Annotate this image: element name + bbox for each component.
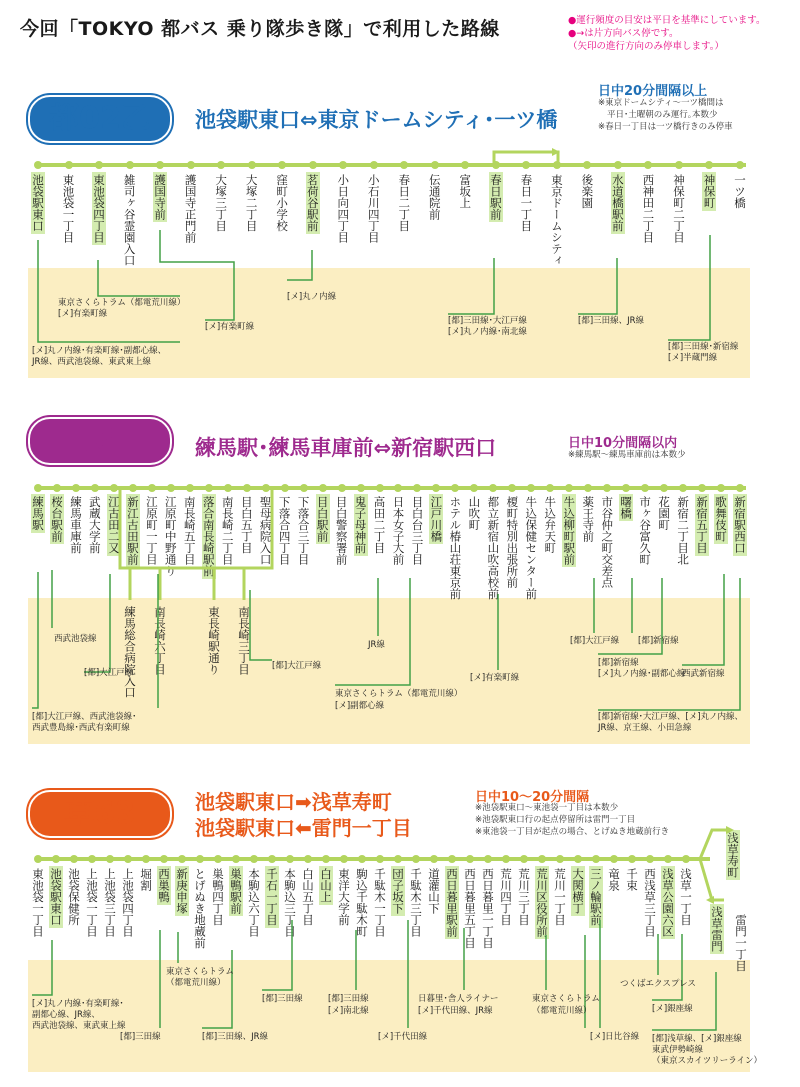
bus-stop[interactable]: 江原町中野通り [163, 496, 178, 577]
connection-label: [都]大江戸線 [272, 661, 322, 671]
bus-stop[interactable]: 浅草雷門 [710, 906, 724, 952]
connection-label: [メ]丸ノ内線･南北線 [448, 327, 527, 337]
route-title: 池袋駅東口⇔東京ドームシティ･一ツ橋 [195, 108, 558, 132]
bus-stop[interactable]: 目白警察署前 [334, 496, 349, 565]
frequency-note: ※池袋駅東口行の起点停留所は雷門一丁目 [475, 815, 636, 825]
bus-stop[interactable]: 武蔵大学前 [87, 496, 102, 554]
connection-label: JR線、京王線、小田急線 [598, 723, 692, 733]
route-badge: 都02乙 [28, 95, 172, 143]
bus-stop[interactable]: 小石川四丁目 [366, 174, 381, 243]
bus-stop[interactable]: 下落合四丁目 [277, 496, 292, 565]
bus-stop[interactable]: 大関横丁 [571, 868, 585, 914]
bus-stop[interactable]: 桜台駅前 [49, 496, 64, 542]
bus-stop[interactable]: 江戸川橋 [429, 496, 444, 542]
connection-label: JR線 [368, 640, 385, 650]
connection-label: 東京さくらトラム [166, 967, 234, 977]
bus-stop[interactable]: 白山上 [319, 868, 333, 903]
connection-label: [メ]丸ノ内線 [287, 292, 337, 302]
connection-label: [都]大江戸線 [570, 636, 620, 646]
bus-stop[interactable]: 江原町一丁目 [144, 496, 159, 565]
bus-stop[interactable]: 目白五丁目 [239, 496, 254, 554]
bus-stop[interactable]: 白山五丁目 [301, 868, 315, 926]
bus-stop[interactable]: 目白駅前 [315, 496, 330, 542]
bus-stop[interactable]: 小日向四丁目 [336, 174, 351, 243]
route-frequency: 日中10分間隔以内 [568, 436, 678, 451]
bus-stop[interactable]: 三ノ輪駅前 [589, 868, 603, 926]
bus-stop[interactable]: 山吹町 [467, 496, 482, 531]
bus-stop[interactable]: 大塚三丁目 [214, 174, 229, 232]
bus-stop[interactable]: 牛込柳町駅前 [562, 496, 577, 565]
connection-label: [メ]千代田線、JR線 [418, 1006, 493, 1016]
bus-stop[interactable]: 練馬総合病院入口 [123, 606, 137, 698]
route-title: 練馬駅･練馬車庫前⇔新宿駅西口 [195, 436, 497, 460]
bus-stop[interactable]: 新江古田駅前 [125, 496, 140, 565]
bus-stop[interactable]: 竜泉 [607, 868, 621, 891]
page-title: 今回「TOKYO 都バス 乗り隊歩き隊」で利用した路線 [20, 18, 500, 40]
connection-label: [都]三田線 [328, 994, 369, 1004]
route-title: 池袋駅東口➡浅草寿町 [195, 790, 392, 814]
connection-label: [都]新宿線 [638, 636, 679, 646]
note-line: ●→は片方向バス停です。 [568, 28, 679, 39]
connection-label: [都]三田線 [120, 1032, 161, 1042]
bus-stop[interactable]: 浅草寿町 [726, 832, 740, 878]
bus-stop[interactable]: 本駒込三丁目 [283, 868, 297, 937]
bus-stop[interactable]: 目白台三丁目 [410, 496, 425, 565]
bus-stop[interactable]: 千石一丁目 [265, 868, 279, 926]
bus-stop[interactable]: 西日暮里駅前 [445, 868, 459, 937]
bus-stop[interactable]: 本駒込六丁目 [247, 868, 261, 937]
bus-stop[interactable]: 後楽園 [580, 174, 595, 209]
bus-stop[interactable]: 雑司ヶ谷霊園入口 [122, 174, 137, 266]
bus-stop[interactable]: 東京ドームシティ [549, 174, 564, 266]
bus-stop[interactable]: 西日暮里五丁目 [463, 868, 477, 949]
bus-stop[interactable]: 東長崎駅通り [207, 606, 221, 675]
bus-stop[interactable]: 護国寺正門前 [183, 174, 198, 243]
bus-stop[interactable]: 南長崎五丁目 [182, 496, 197, 565]
connection-label: [メ]丸ノ内線･副都心線 [598, 669, 686, 679]
connection-label: 日暮里･舎人ライナー [418, 994, 499, 1004]
connection-label: [メ]有楽町線 [205, 322, 255, 332]
connection-label: [都]新宿線 [598, 658, 639, 668]
bus-stop[interactable]: 曙橋 [619, 496, 634, 519]
connection-label: [メ]有楽町線 [58, 309, 108, 319]
bus-stop[interactable]: 薬王寺前 [581, 496, 596, 542]
bus-stop[interactable]: 榎町特別出張所前 [505, 496, 520, 588]
bus-stop[interactable]: 練馬駅 [31, 496, 45, 531]
arrow-icon [726, 826, 734, 834]
connection-label: [都]大江戸線、西武池袋線･ [32, 712, 137, 722]
bus-stop[interactable]: 西神田二丁目 [641, 174, 656, 243]
bus-stop[interactable]: 浅草公園六区 [661, 868, 675, 937]
connection-label: 西武池袋線 [54, 634, 97, 644]
connection-label: [メ]半蔵門線 [668, 353, 718, 363]
connection-label: [都]三田線･大江戸線 [448, 316, 527, 326]
connection-label: 東京さくらトラム [532, 994, 600, 1004]
note-line: ●運行頻度の目安は平日を基準にしています。 [568, 15, 766, 26]
bus-stop[interactable]: 団子坂下 [391, 868, 405, 914]
route-frequency: 日中20分間隔以上 [598, 84, 708, 99]
route-badge: 白61 [28, 417, 172, 465]
bus-stop[interactable]: 千駄木一丁目 [373, 868, 387, 937]
connection-label: 西武池袋線、東武東上線 [32, 1021, 126, 1031]
connection-label: つくばエクスプレス [620, 979, 696, 989]
connection-label: [メ]有楽町線 [470, 673, 520, 683]
bus-stop[interactable]: 鬼子母神前 [353, 496, 368, 554]
note-line: （矢印の進行方向のみ停車します。） [568, 41, 724, 52]
connection-label: [メ]丸ノ内線･有楽町線･ [32, 999, 124, 1009]
bus-stop[interactable]: 富坂上 [458, 174, 473, 209]
bus-stop[interactable]: 千束 [625, 868, 639, 891]
connection-label: [都]三田線、JR線 [202, 1032, 269, 1042]
bus-stop[interactable]: とげぬき地蔵前 [193, 868, 207, 949]
branch-line [700, 830, 730, 859]
bus-stop[interactable]: 日本女子大前 [391, 496, 406, 565]
connection-label: 東京さくらトラム（都電荒川線） [58, 298, 186, 308]
bus-stop[interactable]: 春日一丁目 [519, 174, 534, 232]
connection-label: [メ]副都心線 [335, 701, 385, 711]
bus-stop[interactable]: 新宿駅西口 [733, 496, 747, 554]
connection-label: [メ]南北線 [328, 1006, 369, 1016]
bus-stop[interactable]: 東池袋一丁目 [61, 174, 76, 243]
bus-stop[interactable]: 西日暮里一丁目 [481, 868, 495, 949]
bus-stop[interactable]: 伝通院前 [427, 174, 442, 220]
bus-stop[interactable]: 荒川一丁目 [553, 868, 567, 926]
bus-stop[interactable]: 南長崎三丁目 [237, 606, 251, 675]
connection-label: （都電荒川線） [166, 978, 226, 988]
connection-label: [メ]日比谷線 [590, 1032, 640, 1042]
connection-label: [都]大江戸線 [84, 668, 134, 678]
bus-stop[interactable]: 千駄木三丁目 [409, 868, 423, 937]
bus-stop[interactable]: 護国寺前 [153, 174, 168, 220]
bus-stop[interactable]: 道灌山下 [427, 868, 441, 914]
frequency-note: ※東京ドームシティ〜一ツ橋間は [598, 98, 724, 108]
bus-stop[interactable]: 南長崎六丁目 [153, 606, 167, 675]
connection-label: [メ]銀座線 [652, 1004, 693, 1014]
bus-stop[interactable]: 巣鴨四丁目 [211, 868, 225, 926]
bus-stop[interactable]: 西浅草三丁目 [643, 868, 657, 937]
connector [202, 950, 232, 1028]
bus-stop[interactable]: 荒川三丁目 [517, 868, 531, 926]
bus-stop[interactable]: 市谷仲之町交差点 [600, 496, 615, 588]
bus-stop[interactable]: 落合南長崎駅前 [201, 496, 216, 577]
connection-label: 西武新宿線 [682, 669, 725, 679]
bus-stop[interactable]: 練馬車庫前 [68, 496, 83, 554]
bus-stop[interactable]: 池袋駅東口 [31, 174, 45, 232]
frequency-note: ※春日一丁目は一ツ橋行きのみ停車 [598, 122, 733, 132]
connection-label: 東京さくらトラム（都電荒川線） [335, 689, 463, 699]
bus-stop[interactable]: 聖母病院入口 [258, 496, 273, 565]
bus-stop[interactable]: 巣鴨駅前 [229, 868, 243, 914]
bus-stop[interactable]: 神保町 [702, 174, 717, 209]
frequency-note: ※練馬駅〜練馬車庫前は本数少 [568, 450, 686, 460]
connection-label: [都]三田線･新宿線 [668, 342, 739, 352]
connection-label: JR線、西武池袋線、東武東上線 [32, 357, 151, 367]
bus-stop[interactable]: 上池袋三丁目 [103, 868, 117, 937]
bus-stop[interactable]: 堀割 [139, 868, 153, 891]
bus-stop[interactable]: 牛込弁天町 [543, 496, 558, 554]
frequency-note: ※池袋駅東口〜東池袋一丁目は本数少 [475, 803, 619, 813]
bus-stop[interactable]: 池袋保健所 [67, 868, 81, 926]
bus-stop[interactable]: 東洋大学前 [337, 868, 351, 926]
bus-stop[interactable]: 大塚二丁目 [244, 174, 259, 232]
frequency-note: ※東池袋一丁目が起点の場合、とげぬき地蔵前行き [475, 827, 670, 837]
connection-label: 西武豊島線･西武有楽町線 [32, 723, 130, 733]
bus-stop[interactable]: 都立新宿山吹高校前 [486, 496, 501, 600]
bus-stop[interactable]: 新宿五丁目 [695, 496, 710, 554]
bus-stop[interactable]: 高田二丁目 [372, 496, 387, 554]
route-title: 池袋駅東口⬅雷門一丁目 [195, 816, 412, 840]
bus-stop[interactable]: 新宿二丁目北 [676, 496, 691, 565]
bus-stop[interactable]: 歌舞伎町 [714, 496, 729, 542]
connection-label: 副都心線、JR線、 [32, 1010, 100, 1020]
bus-stop[interactable]: 市ヶ谷富久町 [638, 496, 653, 565]
connector [262, 920, 292, 990]
bus-stop[interactable]: 荒川区役所前 [535, 868, 549, 937]
bus-stop[interactable]: 池袋駅東口 [49, 868, 63, 926]
connection-label: [都]三田線、JR線 [578, 316, 645, 326]
bus-stop[interactable]: 駒込千駄木町 [355, 868, 369, 937]
bus-stop[interactable]: 荒川四丁目 [499, 868, 513, 926]
bus-stop[interactable]: 雷門一丁目 [734, 914, 748, 972]
route-badge: 草63 [28, 790, 172, 838]
bus-stop[interactable]: ホテル椿山荘東京前 [448, 496, 463, 600]
bus-stop[interactable]: 下落合三丁目 [296, 496, 311, 565]
bus-stop[interactable]: 水道橋駅前 [610, 174, 625, 232]
bus-stop[interactable]: 春日駅前 [488, 174, 503, 220]
bus-stop[interactable]: 春日二丁目 [397, 174, 412, 232]
bus-stop[interactable]: 花園町 [657, 496, 672, 531]
bus-stop[interactable]: 浅草一丁目 [679, 868, 693, 926]
connection-label: （都電荒川線） [532, 1006, 592, 1016]
bus-stop[interactable]: 江古田二又 [106, 496, 121, 554]
route-frequency: 日中10〜20分間隔 [475, 790, 590, 805]
bus-stop[interactable]: 窪町小学校 [275, 174, 290, 232]
connection-label: （東京スカイツリーライン） [652, 1056, 762, 1066]
connector [652, 934, 682, 1000]
bus-stop[interactable]: 東池袋四丁目 [92, 174, 107, 243]
connection-label: [メ]丸ノ内線･有楽町線･副都心線、 [32, 346, 167, 356]
bus-stop[interactable]: 上池袋一丁目 [85, 868, 99, 937]
bus-stop[interactable]: 東池袋一丁目 [31, 868, 45, 937]
frequency-note: 平日･土曜朝のみ運行｡本数少 [607, 110, 718, 120]
bus-stop[interactable]: 西巣鴨 [157, 868, 171, 903]
bus-stop[interactable]: 牛込保健センター前 [524, 496, 539, 600]
connector [32, 940, 52, 995]
connection-label: 東武伊勢崎線 [652, 1045, 704, 1055]
bus-stop[interactable]: 上池袋四丁目 [121, 868, 135, 937]
connection-label: [都]新宿線･大江戸線、[メ]丸ノ内線、 [598, 712, 744, 722]
connection-label: [都]三田線 [262, 994, 303, 1004]
bus-stop[interactable]: 新庚申塚 [175, 868, 189, 914]
connection-label: [メ]千代田線 [378, 1032, 428, 1042]
bus-stop[interactable]: 一ツ橋 [733, 174, 747, 209]
bus-stop[interactable]: 南長崎二丁目 [220, 496, 235, 565]
connection-label: [都]浅草線、[メ]銀座線 [652, 1034, 742, 1044]
branch-line [700, 859, 724, 900]
bus-stop[interactable]: 茗荷谷駅前 [305, 174, 320, 232]
bus-stop[interactable]: 神保町二丁目 [671, 174, 686, 243]
